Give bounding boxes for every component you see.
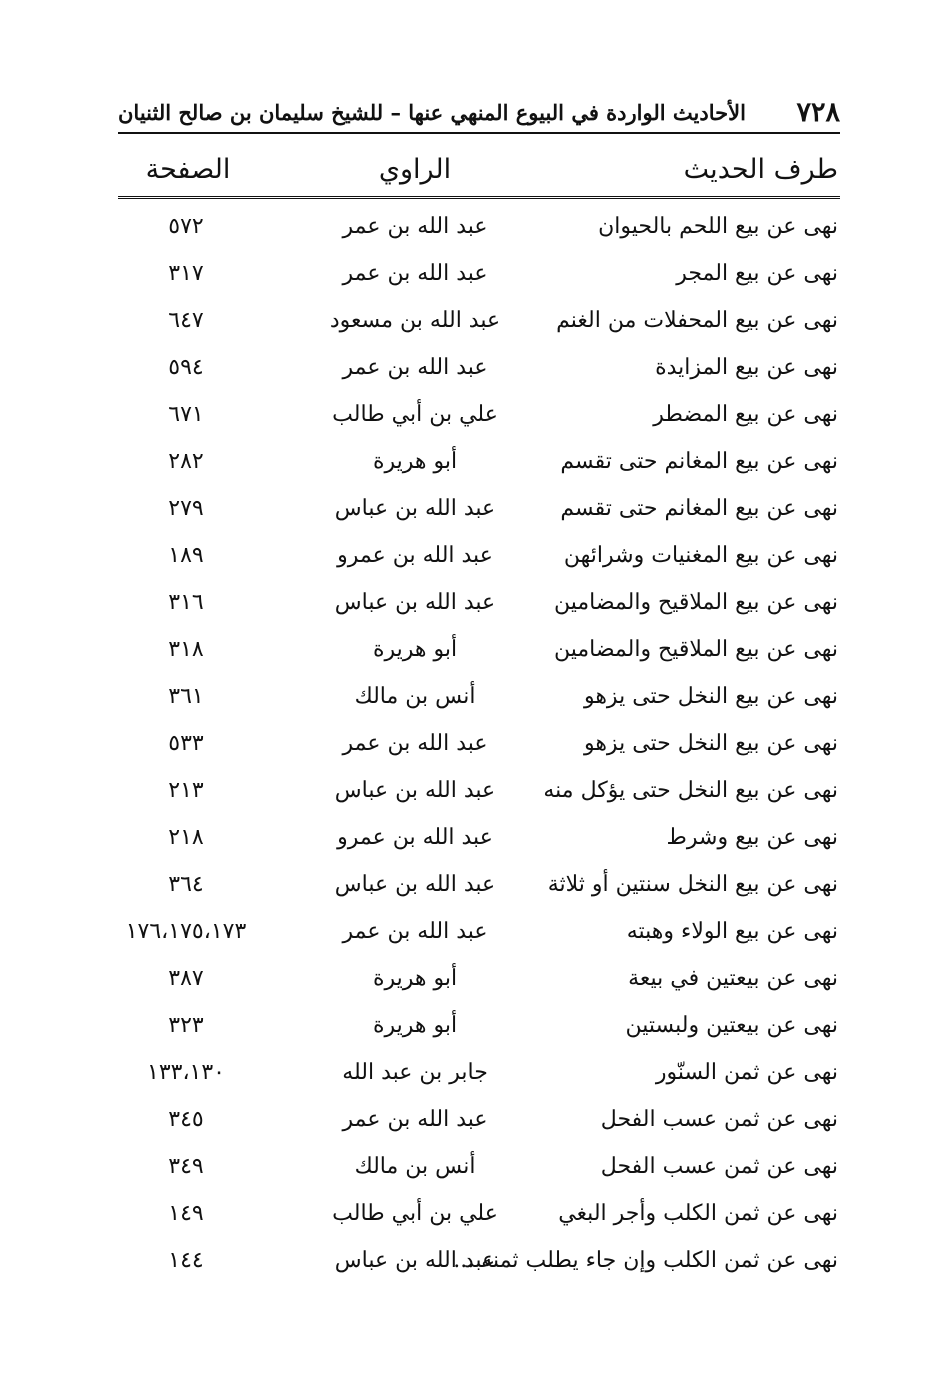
narrator-name: عبد الله بن عباس: [334, 778, 496, 803]
hadith-text: نهى عن بيع المزايدة: [655, 355, 838, 380]
narrator-name: عبد الله بن عمر: [342, 1107, 488, 1132]
page-reference: ٣١٦: [168, 590, 204, 615]
narrator-name: أنس بن مالك: [354, 684, 476, 709]
page-reference: ١٨٩: [168, 543, 204, 568]
hadith-text: نهى عن بيع النخل حتى يزهو: [583, 684, 838, 709]
page-reference: ٣١٨: [168, 637, 204, 662]
narrator-name: عبد الله بن عمر: [342, 355, 488, 380]
hadith-text: نهى عن بيع الملاقيح والمضامين: [553, 637, 838, 662]
hadith-text: نهى عن بيع المضطر: [653, 402, 838, 427]
index-row: [118, 958, 840, 1005]
hadith-text: نهى عن بيع النخل حتى يزهو: [583, 731, 838, 756]
narrator-name: عبد الله بن عباس: [334, 590, 496, 615]
narrator-name: أبو هريرة: [372, 449, 458, 474]
index-column-header: [118, 150, 840, 199]
column-header-hadith: طرف الحديث: [683, 154, 838, 185]
page-reference: ٦٤٧: [168, 308, 204, 333]
index-row: [118, 1099, 840, 1146]
index-row: [118, 300, 840, 347]
hadith-text: نهى عن بيعتين ولبستين: [625, 1013, 838, 1038]
hadith-text: نهى عن بيع المغانم حتى تقسم: [560, 449, 838, 474]
index-row: [118, 1146, 840, 1193]
narrator-name: علي بن أبي طالب: [332, 1201, 498, 1226]
narrator-name: عبد الله بن عمر: [342, 919, 488, 944]
index-row: [118, 347, 840, 394]
narrator-name: عبد الله بن عمر: [342, 261, 488, 286]
narrator-name: جابر بن عبد الله: [342, 1060, 488, 1085]
page-reference: ١٤٩: [168, 1201, 204, 1226]
hadith-text: نهى عن ثمن عسب الفحل: [600, 1107, 838, 1132]
hadith-text: نهى عن بيع اللحم بالحيوان: [598, 214, 838, 239]
hadith-text: نهى عن بيع المغنيات وشرائهن: [563, 543, 838, 568]
page-reference: ١٣٣،١٣٠: [147, 1060, 225, 1085]
hadith-text: نهى عن بيع النخل حتى يؤكل منه: [543, 778, 838, 803]
narrator-name: أبو هريرة: [372, 637, 458, 662]
page-reference: ٣٤٩: [168, 1154, 204, 1179]
page-reference: ٣٤٥: [168, 1107, 204, 1132]
narrator-name: عبد الله بن عمرو: [337, 825, 493, 850]
narrator-name: عبد الله بن عمرو: [337, 543, 493, 568]
hadith-text: نهى عن بيع المغانم حتى تقسم: [560, 496, 838, 521]
narrator-name: عبد الله بن عباس: [334, 496, 496, 521]
index-row: [118, 441, 840, 488]
index-row: [118, 394, 840, 441]
page-reference: ٣٢٣: [168, 1013, 204, 1038]
index-row: [118, 582, 840, 629]
index-row: [118, 817, 840, 864]
page-reference: ٣٨٧: [168, 966, 204, 991]
hadith-text: نهى عن بيع الملاقيح والمضامين: [553, 590, 838, 615]
page-reference: ٢٨٢: [168, 449, 204, 474]
hadith-text: نهى عن ثمن عسب الفحل: [600, 1154, 838, 1179]
page-reference: ١٧٦،١٧٥،١٧٣: [125, 919, 247, 944]
page-reference: ٥٩٤: [168, 355, 204, 380]
narrator-name: أنس بن مالك: [354, 1154, 476, 1179]
hadith-text: نهى عن ثمن الكلب وإن جاء يطلب ثمنه ...: [453, 1248, 838, 1273]
index-row: [118, 770, 840, 817]
index-row: [118, 488, 840, 535]
index-row: [118, 535, 840, 582]
hadith-text: نهى عن بيع وشرط: [666, 825, 838, 850]
book-title: الأحاديث الواردة في البيوع المنهي عنها – للشيخ سليمان بن صالح الثنيان: [118, 99, 746, 125]
narrator-name: عبد الله بن عمر: [342, 731, 488, 756]
column-header-narrator: الراوي: [378, 154, 452, 185]
page-reference: ٥٧٢: [168, 214, 204, 239]
page-reference: ٢٧٩: [168, 496, 204, 521]
index-row: [118, 1193, 840, 1240]
page-reference: ٣٦١: [168, 684, 204, 709]
index-row: [118, 629, 840, 676]
index-row: [118, 253, 840, 300]
index-row: [118, 1052, 840, 1099]
index-row: [118, 723, 840, 770]
narrator-name: أبو هريرة: [372, 966, 458, 991]
hadith-index-list: [118, 206, 840, 1287]
page-reference: ١٤٤: [168, 1248, 204, 1273]
narrator-name: أبو هريرة: [372, 1013, 458, 1038]
running-header: [118, 92, 840, 134]
index-row: [118, 911, 840, 958]
page-reference: ٣١٧: [168, 261, 204, 286]
index-row: [118, 1240, 840, 1287]
narrator-name: عبد الله بن مسعود: [329, 308, 501, 333]
hadith-text: نهى عن بيع الولاء وهبته: [626, 919, 838, 944]
hadith-text: نهى عن ثمن الكلب وأجر البغي: [558, 1201, 838, 1226]
page-reference: ٢١٨: [168, 825, 204, 850]
narrator-name: عبد الله بن عباس: [334, 872, 496, 897]
hadith-text: نهى عن بيع المحفلات من الغنم: [556, 308, 838, 333]
page-reference: ٥٣٣: [168, 731, 204, 756]
narrator-name: عبد الله بن عباس: [334, 1248, 496, 1273]
hadith-text: نهى عن بيع النخل سنتين أو ثلاثة: [547, 872, 838, 897]
index-row: [118, 206, 840, 253]
index-row: [118, 1005, 840, 1052]
hadith-text: نهى عن بيعتين في بيعة: [628, 966, 838, 991]
index-row: [118, 864, 840, 911]
hadith-text: نهى عن بيع المجر: [676, 261, 838, 286]
page-number: ٧٢٨: [796, 96, 840, 128]
index-row: [118, 676, 840, 723]
narrator-name: علي بن أبي طالب: [332, 402, 498, 427]
page-reference: ٣٦٤: [168, 872, 204, 897]
page-reference: ٦٧١: [168, 402, 204, 427]
hadith-text: نهى عن ثمن السنّور: [655, 1060, 838, 1085]
page-reference: ٢١٣: [168, 778, 204, 803]
narrator-name: عبد الله بن عمر: [342, 214, 488, 239]
column-header-page: الصفحة: [145, 154, 231, 185]
